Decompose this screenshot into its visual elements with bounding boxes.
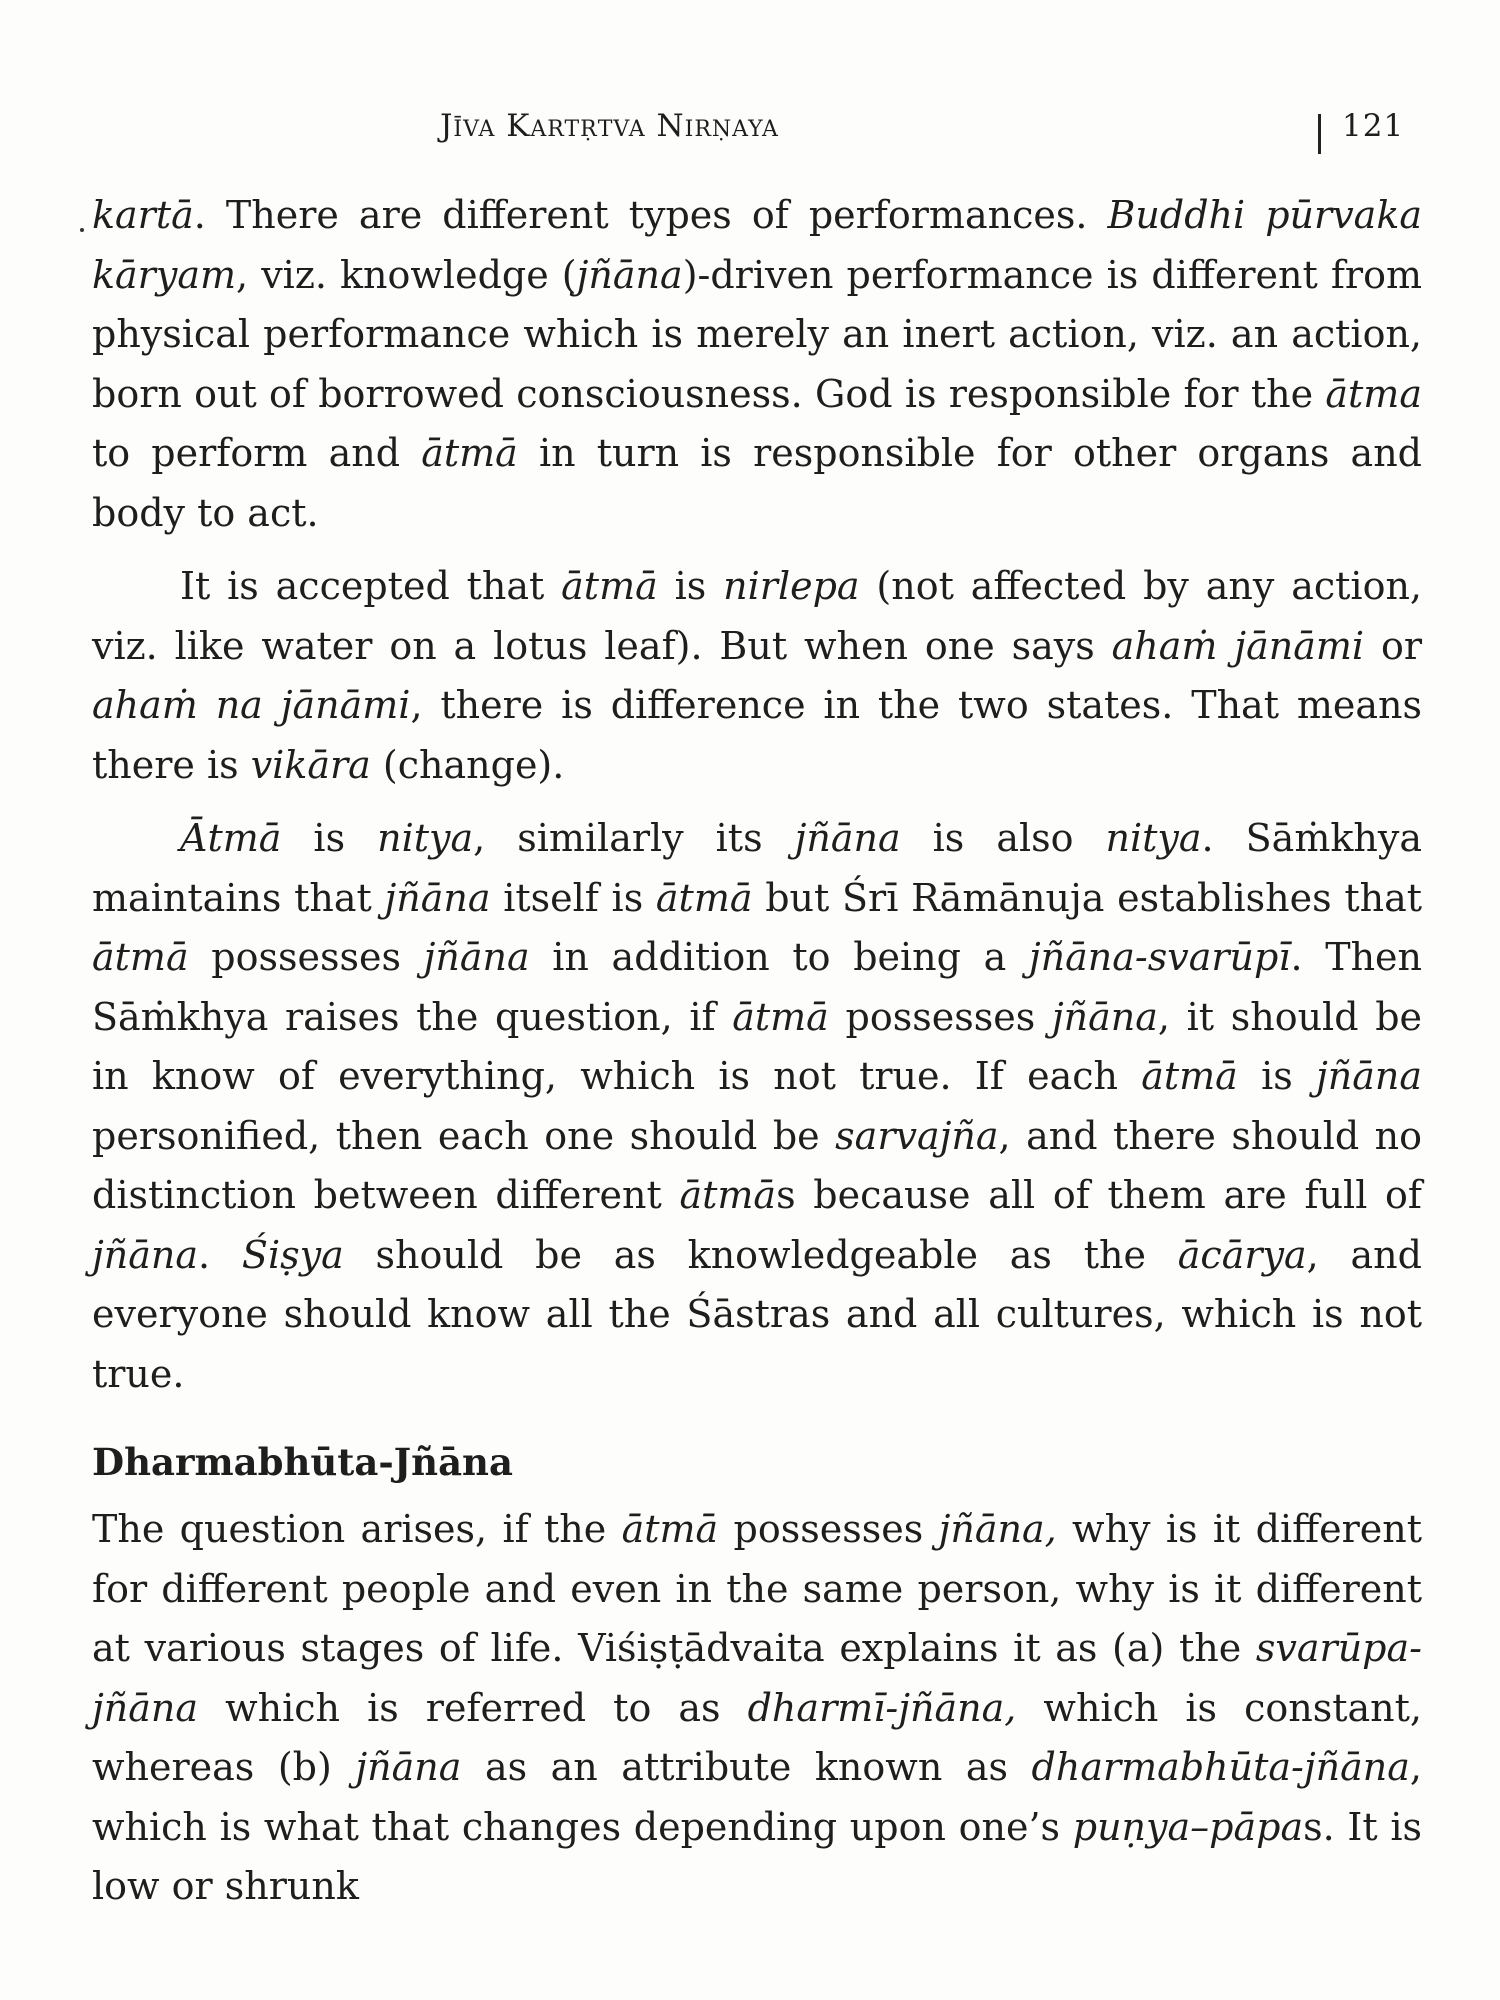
text-run: , it should be in know of everything, which is not true. If each	[92, 994, 1423, 1098]
running-title: Jīva Kartṛtva Nirṇaya	[440, 108, 779, 144]
italic-term: dharmī-jñāna,	[747, 1685, 1017, 1730]
text-run: why is it different for different people and even in the same person, why is it different at various stages of life. Viśiṣṭādvaita explains it as (a) the	[92, 1507, 1422, 1670]
text-run: possesses	[718, 1507, 939, 1551]
italic-term: nitya	[377, 816, 474, 860]
text-run: , and everyone should know all the Śāstras and all cultures, which is not true.	[92, 1232, 1422, 1396]
running-header	[0, 108, 1500, 158]
print-speck	[80, 228, 84, 232]
paragraph-2	[92, 557, 1422, 795]
text-run: , similarly its	[473, 816, 795, 860]
text-run: . Then Sāṁkhya raises the question, if	[92, 935, 1423, 1039]
body-text	[92, 186, 1422, 1917]
text-run: . There are different types of performances.	[193, 193, 1108, 237]
text-run: is	[1237, 1054, 1316, 1098]
text-run: should be as knowledgeable as the	[343, 1232, 1178, 1277]
italic-term: jñāna	[355, 1745, 462, 1789]
text-run: s because all of them are full of	[776, 1173, 1422, 1217]
italic-term: ahaṁ na jānāmi	[92, 683, 411, 727]
text-run: possesses	[188, 935, 424, 979]
italic-term: ātmā	[732, 994, 829, 1039]
italic-term: ātmā	[421, 431, 518, 475]
page-number: 121	[1342, 108, 1405, 144]
italic-term: kartā	[92, 193, 194, 237]
italic-term: jñāna	[1051, 994, 1158, 1039]
text-run: itself is	[490, 875, 656, 920]
text-run: is	[657, 564, 724, 608]
text-run: personified, then each one should be	[92, 1113, 836, 1158]
italic-term: ātmā	[679, 1173, 777, 1217]
section-paragraph	[92, 1500, 1422, 1917]
text-run: in addition to being a	[529, 935, 1029, 979]
text-run: , which is what that changes depending upon one’s	[92, 1745, 1422, 1849]
text-run: (change).	[370, 742, 565, 787]
italic-term: ahaṁ jānāmi	[1111, 623, 1365, 668]
italic-term: sarvajña	[835, 1113, 999, 1158]
text-run: which is constant, whereas (b)	[92, 1685, 1422, 1789]
text-run: , and there should no distinction between different	[92, 1113, 1422, 1217]
italic-term: ācārya	[1177, 1232, 1307, 1277]
text-run: )-driven performance is different from physical performance which is merely an inert action, viz. an action, born out of borrowed consciousness. God is responsible for the	[92, 252, 1423, 416]
italic-term: jñāna	[384, 875, 491, 920]
text-run: is	[281, 816, 378, 860]
italic-term: jñāna	[92, 1232, 199, 1277]
italic-term: jñāna-svarūpī	[1028, 935, 1291, 979]
italic-term: jñāna	[423, 935, 530, 979]
italic-term: Buddhi pūrvaka kāryam	[92, 193, 1423, 297]
text-run: (not affected by any action, viz. like water on a lotus leaf). But when one says	[92, 564, 1423, 668]
italic-term: jñāna	[576, 252, 683, 297]
text-run: .	[198, 1232, 242, 1277]
italic-term: ātma	[1325, 371, 1422, 416]
text-run: , viz. knowledge (	[236, 252, 577, 297]
italic-term: jñāna,	[938, 1507, 1057, 1551]
italic-term: jñāna	[794, 816, 901, 860]
italic-term: puṇya–pāpa	[1072, 1804, 1304, 1849]
header-divider	[1318, 114, 1321, 154]
paragraph-3	[92, 809, 1422, 1404]
italic-term: jñāna	[1315, 1054, 1422, 1098]
text-run: The question arises, if the	[92, 1507, 622, 1551]
text-run: It is accepted that	[180, 564, 562, 608]
italic-term: ātmā	[621, 1507, 719, 1551]
text-run: , there is difference in the two states. That means there is	[92, 683, 1423, 787]
text-run: . Sāṁkhya maintains that	[92, 816, 1422, 920]
italic-term: svarūpa-jñāna	[92, 1626, 1422, 1730]
italic-term: Ātmā	[180, 816, 282, 860]
text-run: or	[1364, 623, 1422, 668]
text-run: in turn is responsible for other organs and body to act.	[92, 431, 1422, 535]
italic-term: nitya	[1105, 816, 1202, 860]
text-run: as an attribute known as	[461, 1745, 1032, 1789]
italic-term: ātmā	[92, 935, 189, 979]
italic-term: ātmā	[1141, 1054, 1238, 1098]
text-run: is also	[900, 816, 1106, 860]
section-heading: Dharmabhūta-Jñāna	[92, 1440, 513, 1484]
italic-term: Śiṣya	[241, 1232, 344, 1277]
italic-term: ātmā	[655, 875, 753, 920]
text-run: to perform and	[92, 431, 422, 475]
text-run: which is referred to as	[198, 1685, 748, 1730]
italic-term: nirlepa	[723, 564, 860, 608]
italic-term: vikāra	[250, 742, 371, 787]
paragraph-1	[92, 186, 1422, 543]
italic-term: ātmā	[561, 564, 658, 608]
italic-term: dharmabhūta-jñāna	[1031, 1745, 1410, 1789]
text-run: but Śrī Rāmānuja establishes that	[752, 875, 1422, 920]
text-run: possesses	[828, 994, 1052, 1039]
text-run: s. It is low or shrunk	[92, 1804, 1422, 1908]
